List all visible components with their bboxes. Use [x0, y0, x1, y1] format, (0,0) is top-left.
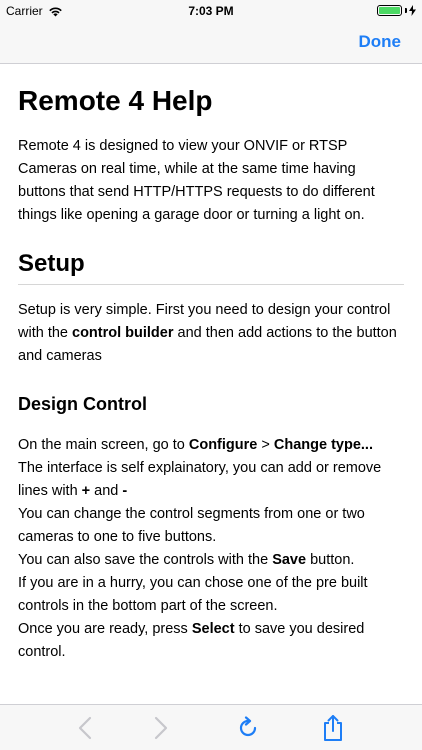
charging-bolt-icon	[409, 5, 416, 16]
text-part: Once you are ready, press	[18, 621, 192, 637]
setup-heading: Setup	[18, 249, 404, 285]
design-control-paragraph	[18, 434, 404, 664]
control-builder-term: control builder	[72, 325, 174, 341]
design-line-1	[18, 434, 404, 457]
page-title: Remote 4 Help	[18, 85, 213, 116]
reload-button[interactable]	[235, 715, 261, 741]
navigation-bar	[0, 22, 422, 64]
text-part: On the main screen, go to	[18, 437, 189, 453]
status-right	[377, 5, 416, 16]
text-part: to save you desired control.	[18, 621, 365, 660]
setup-paragraph	[18, 299, 404, 368]
status-bar	[0, 0, 422, 22]
design-line-5: If you are in a hurry, you can chose one of the pre built controls in the bottom part of the screen.	[18, 575, 368, 614]
battery-icon	[377, 5, 402, 16]
battery-tip	[405, 8, 407, 13]
battery-fill	[379, 7, 400, 14]
change-type-term: Change type...	[273, 437, 373, 453]
reload-icon	[236, 716, 260, 740]
configure-term: Configure	[188, 437, 258, 453]
setup-text-part: and then add actions to the button and cameras	[18, 325, 397, 364]
forward-button[interactable]	[148, 715, 174, 741]
text-part: and	[90, 483, 123, 499]
save-term: Save	[272, 552, 307, 568]
chevron-right-icon	[154, 716, 168, 740]
help-content[interactable]	[0, 64, 422, 704]
share-button[interactable]	[320, 715, 346, 741]
back-button[interactable]	[72, 715, 98, 741]
minus-term: -	[122, 483, 128, 499]
design-control-heading: Design Control	[18, 394, 147, 414]
text-part: >	[257, 437, 274, 453]
setup-text-part: Setup is very simple. First you need to design your control with the	[18, 302, 391, 341]
status-time: 7:03 PM	[188, 4, 234, 18]
plus-term: +	[81, 483, 91, 499]
share-icon	[322, 714, 344, 742]
text-part: The interface is self explainatory, you can add or remove lines with	[18, 460, 382, 499]
design-line-2	[18, 457, 404, 503]
carrier-label: Carrier	[6, 4, 43, 18]
text-part: button.	[306, 552, 355, 568]
done-button[interactable]: Done	[358, 32, 401, 51]
design-line-3: You can change the control segments from one or two cameras to one to five buttons.	[18, 506, 365, 545]
select-term: Select	[191, 621, 235, 637]
text-part: You can also save the controls with the	[18, 552, 273, 568]
design-line-6	[18, 618, 404, 664]
intro-paragraph: Remote 4 is designed to view your ONVIF or RTSP Cameras on real time, while at the same time having buttons that send HTTP/HTTPS requests to do different things like opening a garage door or turning a light on.	[18, 138, 375, 223]
bottom-toolbar	[0, 704, 422, 750]
design-line-4	[18, 549, 404, 572]
chevron-left-icon	[78, 716, 92, 740]
